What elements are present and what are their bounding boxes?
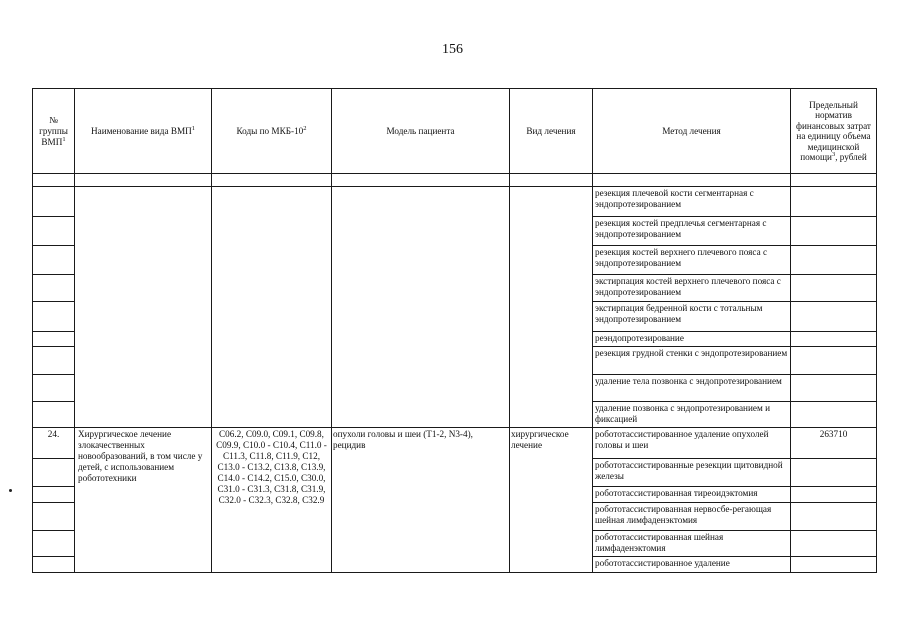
treatment-method: удаление тела позвонка с эндопротезированием [595,376,782,386]
number-row-border [32,556,75,557]
treatment-method: реэндопротезирование [595,333,684,343]
method-cell [594,532,789,556]
method-cell [594,276,789,301]
treatment-method: резекция костей верхнего плечевого пояса с эндопротезированием [595,247,768,268]
header-treatment-type-label: Вид лечения [526,125,576,136]
method-cell [594,403,789,427]
method-cell [594,247,789,274]
method-cell [594,504,789,530]
method-row-border [592,301,877,302]
cost-value: 263710 [819,429,848,439]
treatment-method: робототассистированное удаление опухолей головы и шеи [595,429,769,450]
footnote-mark: 2 [303,124,307,132]
header-patient-model-label: Модель пациента [386,125,455,136]
header-vmp-name [75,89,211,173]
icd-codes-cell [214,429,329,570]
cost-cell [791,429,876,443]
number-row-border [32,486,75,487]
method-row-border [592,556,877,557]
number-row-border [32,245,75,246]
header-vmp-name-label: Наименование вида ВМП [90,125,192,136]
method-cell [594,558,789,572]
patient-model: опухоли головы и шеи (T1-2, N3-4), рецидив [333,429,473,450]
header-cost-norm-label: Предельный норматив финансовых затрат на единицу объема медицинской помощи [796,99,871,162]
number-row-border [32,530,75,531]
method-row-border [592,374,877,375]
header-cost-norm [791,89,876,173]
method-row-border [592,458,877,459]
vmp-name-cell [78,429,209,570]
patient-model-cell [333,429,507,570]
treatment-method: робототассистированное удаление [595,558,730,568]
number-row-border [32,216,75,217]
header-bottom-border [32,173,877,174]
number-row-border [32,331,75,332]
footnote-mark: 1 [62,135,66,143]
method-cell [594,488,789,502]
footnote-mark: 3 [831,150,836,158]
method-cell [594,376,789,401]
header-patient-model [332,89,509,173]
method-row-border [592,401,877,402]
group-number: 24. [47,429,60,439]
treatment-method: экстирпация бедренной кости с тотальным эндопротезированием [595,303,763,324]
treatment-method: робототассистированная тиреоидэктомия [595,488,758,498]
method-row-border [592,530,877,531]
number-row-border [32,301,75,302]
method-row-border [592,245,877,246]
method-cell [594,188,789,216]
treatment-type: хирургическое лечение [511,429,569,450]
method-row-border [592,216,877,217]
treatment-method: резекция грудной стенки с эндопротезированием [595,348,788,358]
treatment-method: экстирпация костей верхнего плечевого пояса с эндопротезированием [595,276,781,297]
header-group-number-label: № группы ВМП [39,114,68,147]
method-row-border [592,502,877,503]
footnote-mark: 1 [191,124,196,132]
header-group-number [33,89,74,173]
page-number: 156 [442,42,463,57]
group-24-top-border [32,427,877,428]
number-row-border [32,346,75,347]
method-row-border [592,486,877,487]
method-cell [594,333,789,346]
group-number-cell [33,429,74,443]
treatment-method: робототассистированные резекции щитовидной железы [595,460,783,481]
numbering-row-border [32,186,877,187]
method-row-border [592,274,877,275]
method-cell [594,303,789,331]
header-treatment-type [510,89,592,173]
method-cell [594,218,789,245]
icd-codes: C06.2, C09.0, C09.1, C09.8, C09.9, C10.0 - C10.4, C11.0 - C11.3, C11.8, C11.9, C12, C13.0 - C13.2, C13.8, C13.9, C14.0 - C14.2, C15.0, C30.0, C31.0 - C31.3, C31.8, C31.9, C32.0 - C32.3, C32.8, C32.9 [216,429,327,505]
number-row-border [32,274,75,275]
treatment-type-cell [511,429,590,570]
number-row-border [32,458,75,459]
header-icd-codes [212,89,331,173]
number-row-border [32,374,75,375]
treatment-method: робототассистированная шейная лимфаденэктомия [595,532,724,553]
number-row-border [32,401,75,402]
number-row-border [32,502,75,503]
table-bottom-border [32,572,877,573]
header-treatment-method-label: Метод лечения [662,125,721,136]
method-cell [594,348,789,374]
vmp-name: Хирургическое лечение злокачественных новообразований, в том числе у детей, с использованием робототехники [78,429,203,483]
treatment-method: робототассистированная нервосбе-регающая шейная лимфаденэктомия [595,504,772,525]
header-cost-norm-unit: , рублей [835,152,867,162]
method-row-border [592,346,877,347]
treatment-method: резекция костей предплечья сегментарная с эндопротезированием [595,218,767,239]
header-icd-codes-label: Коды по МКБ-10 [236,125,304,136]
method-cell [594,429,789,458]
header-treatment-method [593,89,790,173]
method-cell [594,460,789,486]
treatment-method: резекция плечевой кости сегментарная с эндопротезированием [595,188,754,209]
treatment-method: удаление позвонка с эндопротезированием и фиксацией [595,403,771,424]
stray-mark [9,489,12,492]
method-row-border [592,331,877,332]
